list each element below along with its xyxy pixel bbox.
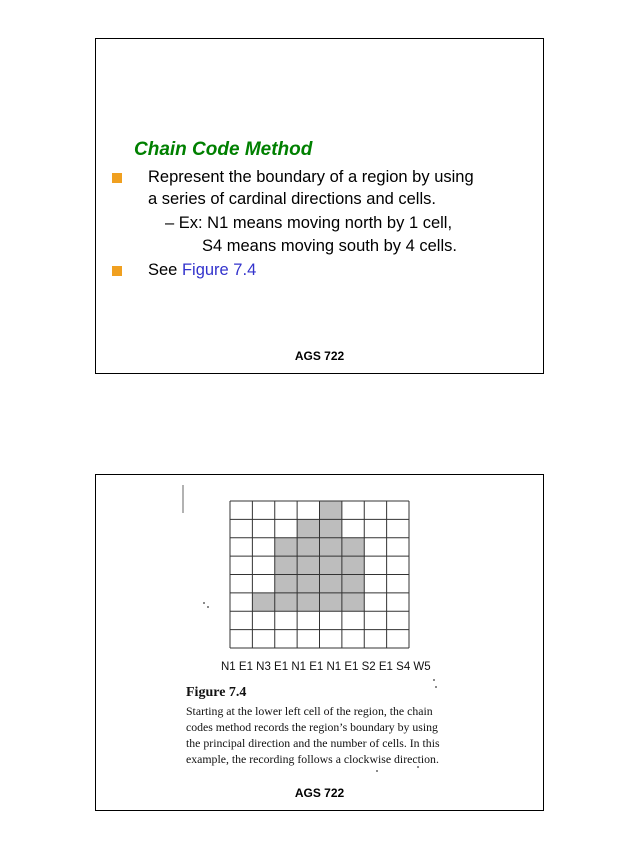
- shaded-cell: [342, 575, 364, 593]
- shaded-cell: [275, 575, 297, 593]
- scan-speck: [435, 686, 437, 688]
- shaded-cell: [320, 538, 342, 556]
- grid-lines: [230, 501, 409, 648]
- slide-2: [95, 474, 544, 811]
- shaded-cell: [320, 575, 342, 593]
- shaded-cell: [320, 501, 342, 519]
- bullet-2-prefix: See: [148, 261, 182, 279]
- slide-footer: AGS 722: [294, 349, 345, 363]
- shaded-cell: [297, 593, 319, 611]
- shaded-cell: [342, 556, 364, 574]
- figure-caption-line-4: example, the recording follows a clockwise direction.: [186, 752, 439, 766]
- shaded-cell: [275, 556, 297, 574]
- shaded-cell: [297, 575, 319, 593]
- bullet-1-line-2: a series of cardinal directions and cells.: [148, 190, 436, 208]
- scan-speck: [207, 606, 209, 608]
- bullet-1-line-1: Represent the boundary of a region by using: [148, 168, 474, 186]
- shaded-cell: [320, 556, 342, 574]
- shaded-cell: [252, 593, 274, 611]
- shaded-cell: [297, 519, 319, 537]
- shaded-cell: [297, 538, 319, 556]
- sub-bullet-line-1: – Ex: N1 means moving north by 1 cell,: [165, 214, 453, 232]
- shaded-cell: [320, 519, 342, 537]
- scan-speck: [203, 602, 205, 604]
- slide-1: [95, 38, 544, 374]
- figure-caption-title: Figure 7.4: [186, 685, 247, 700]
- bullet-2: [148, 260, 256, 280]
- shaded-cell: [320, 593, 342, 611]
- slide-footer: AGS 722: [294, 786, 345, 800]
- shaded-cell: [297, 556, 319, 574]
- figure-caption-line-3: the principal direction and the number of cells. In this: [186, 736, 440, 750]
- chain-code-sequence: N1 E1 N3 E1 N1 E1 N1 E1 S2 E1 S4 W5: [221, 661, 431, 673]
- sub-bullet-line-2: S4 means moving south by 4 cells.: [202, 237, 457, 255]
- slide-title: Chain Code Method: [134, 139, 313, 160]
- figure-caption-line-1: Starting at the lower left cell of the region, the chain: [186, 704, 433, 718]
- shaded-cell: [275, 538, 297, 556]
- figure-caption-line-2: codes method records the region’s boundary by using: [186, 720, 438, 734]
- scan-speck: [376, 770, 378, 772]
- shaded-cell: [342, 538, 364, 556]
- bullet-marker: [112, 173, 122, 183]
- bullet-marker: [112, 266, 122, 276]
- scan-speck: [433, 679, 435, 681]
- figure-link[interactable]: Figure 7.4: [181, 261, 257, 279]
- shaded-cell: [275, 593, 297, 611]
- shaded-cell: [342, 593, 364, 611]
